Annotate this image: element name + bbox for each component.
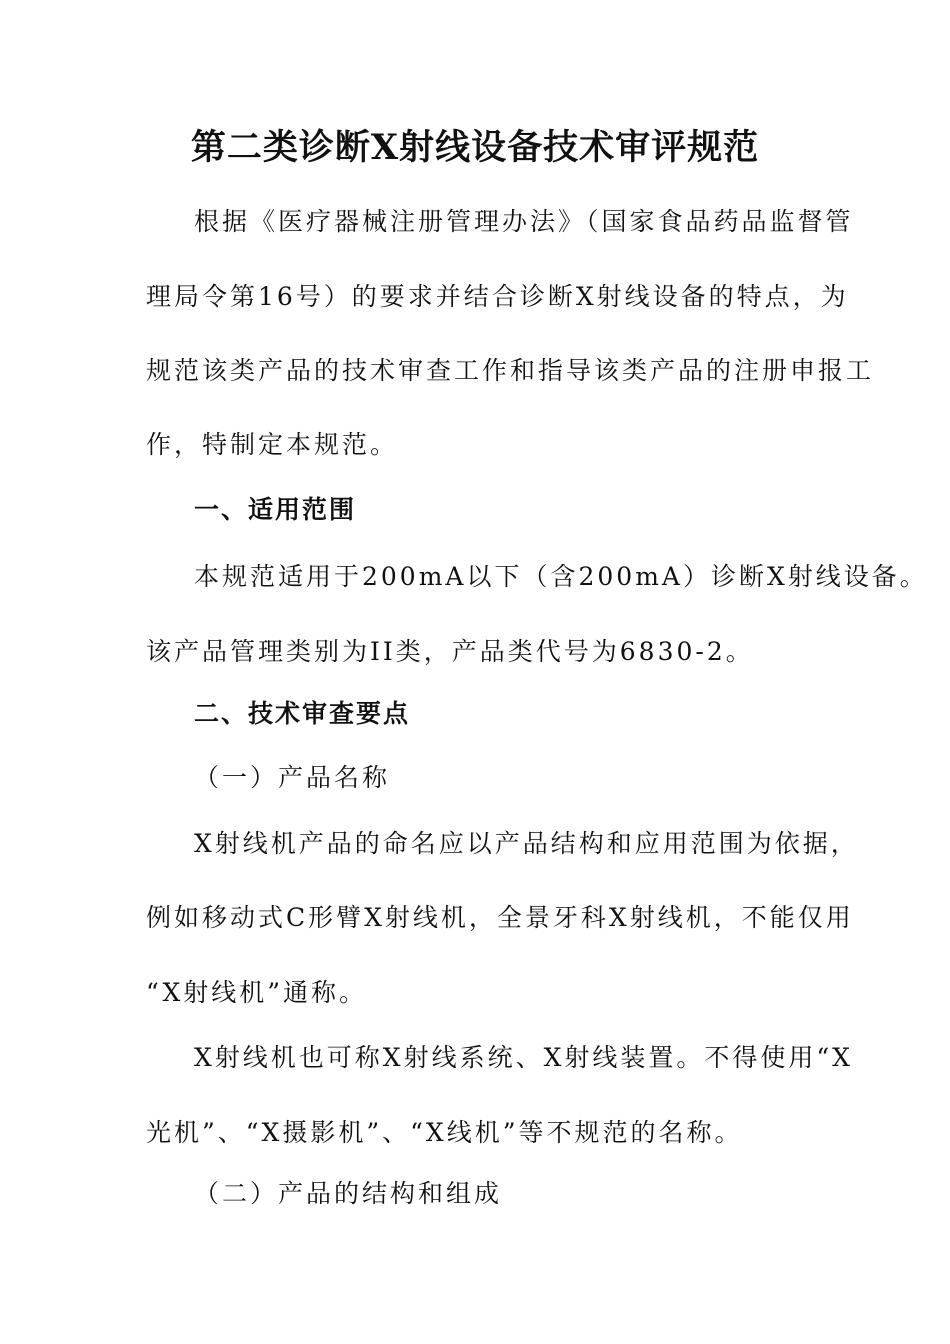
section-2-heading: 二、技术审查要点 xyxy=(194,699,411,728)
section-1-line-2: 该产品管理类别为II类，产品类代号为6830-2。 xyxy=(146,637,754,666)
subsection-1-para-1-line-3: “X射线机”通称。 xyxy=(146,978,368,1007)
intro-line-2: 理局令第16号）的要求并结合诊断X射线设备的特点，为 xyxy=(146,282,849,311)
subsection-1-heading: （一）产品名称 xyxy=(194,763,391,792)
subsection-1-para-2-line-1: X射线机也可称X射线系统、X射线装置。不得使用“X xyxy=(194,1043,853,1072)
section-1-heading: 一、适用范围 xyxy=(194,495,357,524)
subsection-1-para-2-line-2: 光机”、“X摄影机”、“X线机”等不规范的名称。 xyxy=(146,1118,743,1147)
subsection-1-para-1-line-2: 例如移动式C形臂X射线机，全景牙科X射线机，不能仅用 xyxy=(146,903,854,932)
section-1-line-1: 本规范适用于200mA以下（含200mA）诊断X射线设备。 xyxy=(194,562,928,591)
document-title: 第二类诊断X射线设备技术审评规范 xyxy=(190,127,760,168)
intro-line-3: 规范该类产品的技术审查工作和指导该类产品的注册申报工 xyxy=(146,356,875,385)
intro-line-1: 根据《医疗器械注册管理办法》（国家食品药品监督管 xyxy=(194,207,854,236)
intro-line-4: 作，特制定本规范。 xyxy=(146,430,399,459)
subsection-2-heading: （二）产品的结构和组成 xyxy=(194,1179,503,1208)
subsection-1-para-1-line-1: X射线机产品的命名应以产品结构和应用范围为依据， xyxy=(194,829,859,858)
